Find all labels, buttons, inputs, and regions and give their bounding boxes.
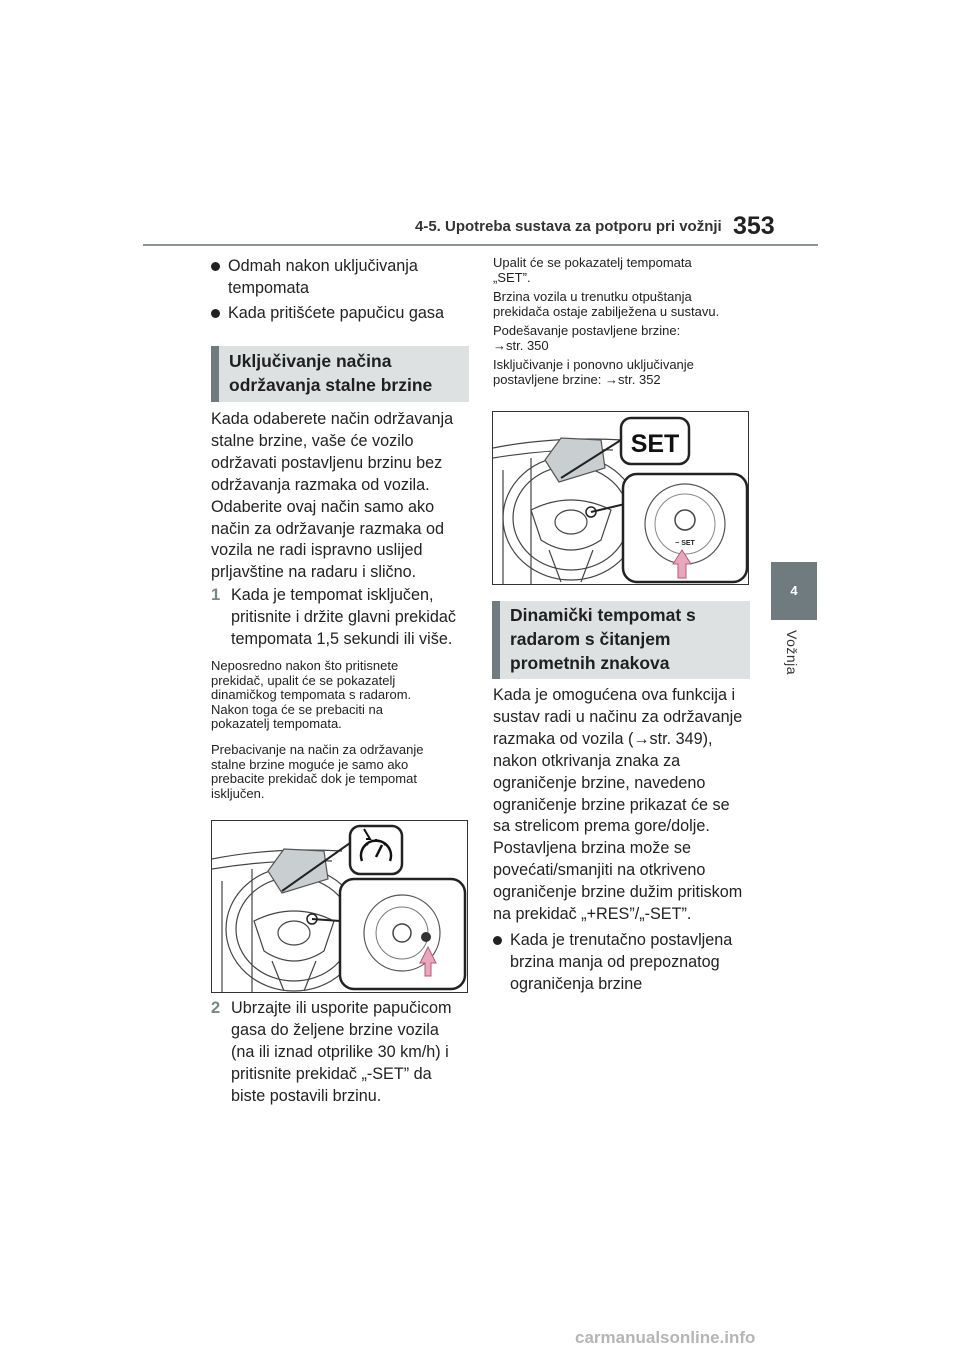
paragraph-line: stalne brzine, vaše će vozilo — [211, 431, 414, 450]
paragraph-line: ograničenje brzine, navedeno — [493, 773, 706, 792]
bullet-line: ograničenja brzine — [510, 974, 643, 993]
section-heading-line: Uključivanje načina — [229, 351, 392, 371]
note-line: dinamičkog tempomata s radarom. — [211, 687, 412, 702]
note-line: Neposredno nakon što pritisnete — [211, 658, 399, 673]
paragraph-line: održavanja razmaka od vozila. — [211, 475, 430, 494]
paragraph-line: sustav radi u načinu za održavanje — [493, 707, 743, 726]
page-number: 353 — [733, 212, 775, 240]
set-switch-label: − SET — [675, 540, 695, 547]
paragraph-line: Kada odaberete način održavanja — [211, 410, 454, 428]
bullet-line: Kada je trenutačno postavljena — [510, 931, 733, 949]
note-line: stalne brzine moguće je samo ako — [211, 756, 409, 772]
bullet-item — [493, 930, 755, 996]
step-line: tempomata 1,5 sekundi ili više. — [231, 629, 453, 648]
note-line: prekidač, upalit će se pokazatelj — [211, 672, 396, 688]
paragraph-line: održavati postavljenu brzinu bez — [211, 453, 443, 472]
paragraph-line: ograničenje brzine dužim pritiskom — [493, 883, 743, 902]
bullet-item — [211, 256, 471, 300]
bullet-line: tempomata — [228, 278, 309, 297]
info-line: Isključivanje i ponovno uključivanje — [493, 357, 694, 372]
step-line: Kada je tempomat isključen, — [231, 586, 434, 604]
bullet-line: Odmah nakon uključivanja — [228, 257, 418, 275]
step-line: pritisnite i držite glavni prekidač — [231, 607, 456, 626]
paragraph — [211, 409, 473, 584]
section-header-title: 4-5. Upotreba sustava za potporu pri vožnji — [415, 218, 722, 235]
section-heading-box — [492, 601, 750, 679]
paragraph — [493, 685, 755, 926]
step-line: Ubrzajte ili usporite papučicom — [231, 999, 452, 1017]
info-line: Podešavanje postavljene brzine: — [493, 323, 681, 338]
step-line: pritisnite prekidač „-SET” da — [231, 1064, 432, 1083]
step-number: 1 — [211, 586, 221, 604]
paragraph-line: na prekidač „+RES”/„-SET”. — [493, 905, 692, 924]
chapter-tab[interactable]: 4 — [771, 562, 817, 620]
paragraph-line: povećati/smanjiti na otkriveno — [493, 861, 706, 880]
paragraph-line: sa strelicom prema gore/dolje. — [493, 817, 710, 836]
step-2 — [211, 998, 473, 1110]
bullet-dot-icon — [211, 262, 220, 271]
bullet-dot-icon — [493, 936, 502, 945]
note — [211, 743, 473, 801]
note-line: isključen. — [211, 785, 265, 801]
section-heading-line: prometnih znakova — [510, 653, 670, 673]
steering-wheel-illustration-1 — [211, 820, 468, 993]
paragraph-line: ograničenje brzine prikazat će se — [493, 795, 730, 814]
steering-wheel-illustration-2 — [492, 411, 749, 585]
step-line: gasa do željene brzine vozila — [231, 1020, 439, 1039]
bullet-dot-icon — [211, 309, 220, 318]
set-button-label: SET — [630, 430, 680, 458]
steering-wheel-drawing — [212, 821, 468, 993]
note-line: Nakon toga će se prebaciti na — [211, 701, 383, 717]
info-line: prekidača ostaje zabilježena u sustavu. — [493, 303, 720, 319]
bullet-line: brzina manja od prepoznatog — [510, 952, 720, 971]
step-1 — [211, 585, 473, 655]
page-reference-link[interactable]: →str. 350 — [493, 337, 549, 353]
step-line: (na ili iznad otprilike 30 km/h) i — [231, 1042, 449, 1061]
step-number: 2 — [211, 999, 221, 1017]
paragraph-line: Postavljena brzina može se — [493, 839, 691, 858]
paragraph-line: Odaberite ovaj način samo ako — [211, 497, 435, 516]
chapter-label: Vožnja — [784, 630, 800, 676]
section-heading-line: Dinamički tempomat s — [510, 605, 696, 625]
info-line: Upalit će se pokazatelj tempomata — [493, 255, 692, 270]
watermark: carmanualsonline.info — [575, 1328, 756, 1347]
note-line: Prebacivanje na način za održavanje — [211, 742, 424, 757]
bullet-item — [211, 303, 471, 325]
bullet-line: Kada pritišćete papučicu gasa — [228, 304, 444, 322]
paragraph-line: Kada je omogućena ova funkcija i — [493, 686, 736, 704]
step-line: biste postavili brzinu. — [231, 1086, 382, 1105]
steering-wheel-drawing — [493, 412, 749, 585]
page-reference-link[interactable]: postavljene brzine: →str. 352 — [493, 371, 661, 387]
note — [211, 659, 473, 732]
paragraph-line: razmaka od vozila (→str. 349), — [493, 729, 713, 748]
paragraph-line: nakon otkrivanja znaka za — [493, 751, 681, 770]
paragraph-line: vozila ne radi ispravno uslijed — [211, 541, 423, 560]
info-line: Brzina vozila u trenutku otpuštanja — [493, 289, 692, 304]
note-line: prebacite prekidač dok je tempomat — [211, 771, 417, 786]
section-heading-line: održavanja stalne brzine — [229, 375, 433, 395]
info-block — [493, 256, 755, 387]
paragraph-line: prljavštine na radaru i slično. — [211, 563, 417, 582]
paragraph-line: način za održavanje razmaka od — [211, 519, 445, 538]
header-divider — [143, 244, 818, 246]
section-heading-line: radarom s čitanjem — [510, 629, 671, 649]
section-heading-box — [211, 346, 469, 402]
note-line: pokazatelj tempomata. — [211, 716, 342, 731]
info-line: „SET”. — [493, 269, 531, 285]
